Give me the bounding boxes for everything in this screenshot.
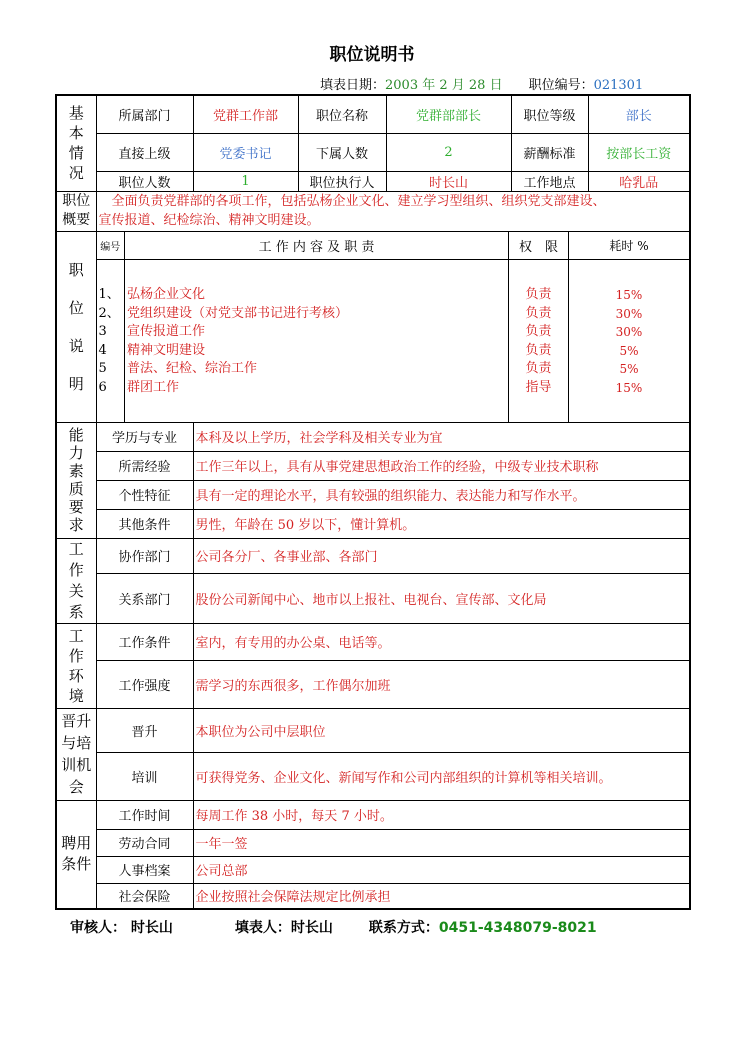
list-item: 30% [615,325,643,339]
contact-value: 0451-4348079-8021 [438,920,597,936]
list-item: 负责 [525,342,552,358]
personnel-file-value: 公司总部 [193,856,690,883]
social-insurance-value: 企业按照社会保障法规定比例承担 [193,883,690,909]
list-item: 负责 [525,287,552,302]
location-label: 工作地点 [511,171,588,191]
list-item: 6 [98,379,107,395]
work-conditions-label: 工作条件 [96,623,193,660]
fill-date-label: 填表日期： [320,78,386,93]
superior-label: 直接上级 [96,133,193,171]
list-item: 15% [615,380,643,395]
overview-label: 职位概要 [56,191,96,231]
reviewer-value: 时长山 [130,920,173,936]
personality-label: 个性特征 [96,480,193,509]
labor-contract-label: 劳动合同 [96,829,193,856]
duties-time-column [569,260,690,422]
grade-label: 职位等级 [511,95,588,133]
list-item: 5% [619,362,639,376]
subordinates-label: 下属人数 [298,133,386,171]
related-dept-label: 关系部门 [96,573,193,623]
duties-col-content: 工 作 内 容 及 职 责 [125,232,509,260]
superior-value: 党委书记 [193,133,298,171]
dept-value: 党群工作部 [193,95,298,133]
other-conditions-label: 其他条件 [96,509,193,538]
training-value: 可获得党务、企业文化、新闻写作和公司内部组织的计算机等相关培训。 [193,752,690,800]
subordinates-value: 2 [386,133,511,171]
dept-label: 所属部门 [96,95,193,133]
list-item: 指导 [525,379,552,395]
document-title: 职位说明书 [329,45,415,65]
contact-label: 联系方式： [368,920,439,936]
position-code-label: 职位编号： [528,78,594,93]
count-value: 1 [193,171,298,191]
list-item: 弘杨企业文化 [127,287,206,302]
holder-label: 职位执行人 [298,171,386,191]
employment-label: 聘用条件 [56,800,96,909]
basic-section-label: 基本情况 [56,95,96,191]
training-label: 培训 [96,752,193,800]
duties-authority-column [509,260,569,422]
work-conditions-value: 室内，有专用的办公桌、电话等。 [193,623,690,660]
count-label: 职位人数 [96,171,193,191]
work-intensity-label: 工作强度 [96,660,193,708]
pay-value: 按部长工资 [588,133,690,171]
list-item: 负责 [525,324,552,339]
list-item: 4 [98,342,107,358]
duties-col-authority: 权 限 [509,232,569,260]
labor-contract-value: 一年一签 [193,829,690,856]
position-name-value: 党群部部长 [386,95,511,133]
other-conditions-value: 男性，年龄在 50 岁以下，懂计算机。 [193,509,690,538]
meta-line [320,74,643,93]
promotion-row-value: 本职位为公司中层职位 [193,708,690,752]
promotion-label: 晋升与培训机会 [56,708,96,800]
experience-label: 所需经验 [96,451,193,480]
description-label: 职位说明 [56,231,96,422]
list-item: 15% [615,288,643,302]
relations-label: 工作关系 [56,538,96,623]
holder-value: 时长山 [386,171,511,191]
list-item: 3 [98,324,107,339]
position-code: 021301 [593,78,644,93]
grade-value: 部长 [588,95,690,133]
list-item: 群团工作 [127,379,180,395]
ability-label: 能力素质要求 [56,422,96,538]
duties-col-no: 编号 [97,232,125,260]
list-item: 精神文明建设 [127,342,206,358]
duties-no-column [97,260,125,422]
duties-table [97,232,690,422]
filler-label: 填表人： [234,920,291,936]
overview-text: 全面负责党群部的各项工作，包括弘杨企业文化、建立学习型组织、组织党支部建设、 宣传报道、纪检综治、精神文明建设。 [96,191,690,231]
duties-col-time: 耗时 % [569,232,690,260]
list-item: 负责 [525,361,552,376]
list-item: 1、 [98,287,120,302]
environment-label: 工作环境 [56,623,96,708]
list-item: 党组织建设（对党支部书记进行考核） [127,305,349,321]
personnel-file-label: 人事档案 [96,856,193,883]
fill-date: 2003 年 2 月 28 日 [385,78,503,93]
position-name-label: 职位名称 [298,95,386,133]
list-item: 普法、纪检、综治工作 [127,361,258,376]
promotion-row-label: 晋升 [96,708,193,752]
list-item: 负责 [525,305,552,321]
list-item: 2、 [98,305,120,321]
social-insurance-label: 社会保险 [96,883,193,909]
cooperation-dept-value: 公司各分厂、各事业部、各部门 [193,538,690,573]
work-intensity-value: 需学习的东西很多，工作偶尔加班 [193,660,690,708]
work-hours-value: 每周工作 38 小时，每天 7 小时。 [193,800,690,829]
filler-value: 时长山 [290,920,333,936]
cooperation-dept-label: 协作部门 [96,538,193,573]
duties-content-column [125,260,509,422]
pay-label: 薪酬标准 [511,133,588,171]
signature-footer [70,917,597,937]
education-label: 学历与专业 [96,422,193,451]
list-item: 30% [615,306,643,321]
list-item: 宣传报道工作 [127,324,206,339]
location-value: 哈乳品 [588,171,690,191]
personality-value: 具有一定的理论水平，具有较强的组织能力、表达能力和写作水平。 [193,480,690,509]
list-item: 5% [619,343,639,358]
experience-value: 工作三年以上，具有从事党建思想政治工作的经验，中级专业技术职称 [193,451,690,480]
reviewer-label: 审核人： [70,920,126,936]
job-description-table [55,94,691,910]
related-dept-value: 股份公司新闻中心、地市以上报社、电视台、宣传部、文化局 [193,573,690,623]
education-value: 本科及以上学历，社会学科及相关专业为宜 [193,422,690,451]
list-item: 5 [98,361,107,376]
work-hours-label: 工作时间 [96,800,193,829]
